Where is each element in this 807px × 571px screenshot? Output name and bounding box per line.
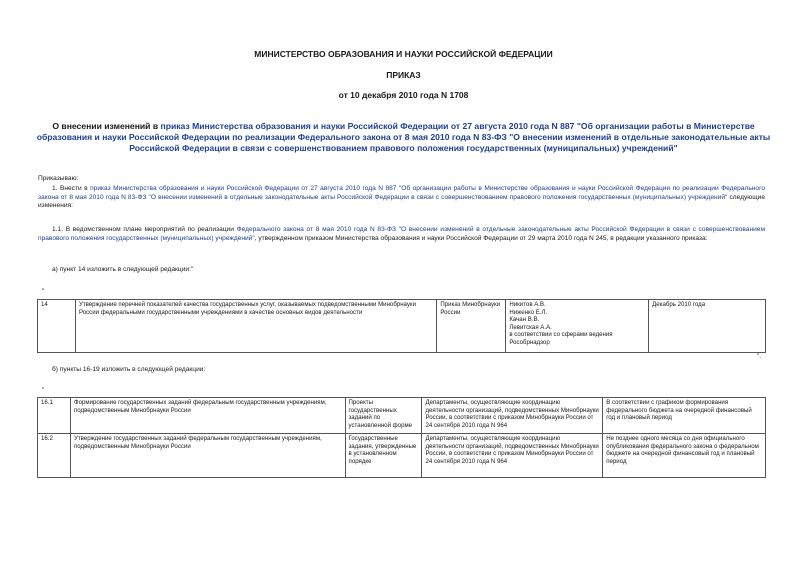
responsible-line: Никитов А.В. bbox=[509, 301, 546, 308]
p11-end: , утвержденном приказом Министерства образования и науки Российской Федерации от 29 марта 2010 года N 245, в редакции указанного приказа: bbox=[254, 234, 708, 242]
table-row bbox=[38, 300, 766, 353]
table-items-16-19 bbox=[37, 397, 766, 478]
doc-type: ПРИКАЗ bbox=[386, 70, 421, 80]
title-link-order-887[interactable]: приказ Министерства образования и науки Российской Федерации от 27 августа 2010 года N 887 "Об организации работы в Министерстве образования и науки Российской Федерации по реализации Федерального закона от 8 мая 2010 года N 83-ФЗ "О внесении изменений в отдельные законодательные акты Российской Федерации в связи с совершенствованием правового положения государственных (муниципальных) учреждений" bbox=[36, 121, 771, 153]
title-prefix: О внесении изменений в bbox=[52, 121, 161, 131]
p11-start: 1.1. В ведомственном плане мероприятий по реализации bbox=[52, 226, 237, 233]
cell-deadline: В соответствии с графиком формирования федерального бюджета на очередной финансовый год и плановый период bbox=[603, 398, 766, 434]
table-row bbox=[38, 434, 766, 478]
cell-num: 16.1 bbox=[38, 398, 71, 434]
paragraph-a: а) пункт 14 изложить в следующей редакции:" bbox=[52, 266, 194, 273]
cell-task: Утверждение государственных заданий федеральным государственным учреждениям, подведомственным Минобрнауки России bbox=[70, 434, 345, 478]
cell-form: Проекты государственных заданий по установленной форме bbox=[345, 398, 422, 434]
responsible-line: Рособрнадзор bbox=[509, 338, 550, 346]
cell-deadline: Не позднее одного месяца со дня официального опубликования федерального закона о федеральном бюджете на очередной финансовый год и плановый период bbox=[603, 434, 766, 478]
responsible-line: в соответствии со сферами ведения bbox=[509, 331, 613, 339]
cell-form: Приказ Минобрнауки России bbox=[437, 300, 506, 353]
table-row bbox=[38, 398, 766, 434]
order-date-number: от 10 декабря 2010 года N 1708 bbox=[338, 90, 469, 100]
cell-responsible bbox=[506, 300, 649, 353]
cell-deadline: Декабрь 2010 года bbox=[649, 300, 766, 353]
quote-open: " bbox=[42, 288, 45, 295]
p11-link-law-83fz[interactable]: Федерального закона от 8 мая 2010 года N 83-ФЗ "О внесении изменений в отдельные законодательные акты Российской Федерации в связи с совершенствованием правового положения государственных (муниципальных) учреждений" bbox=[38, 226, 765, 242]
paragraph-b: б) пункты 16-19 изложить в следующей редакции: bbox=[52, 366, 206, 373]
quote-close: ". bbox=[757, 353, 762, 360]
paragraph-1 bbox=[38, 185, 765, 211]
order-word: Приказываю: bbox=[38, 175, 79, 182]
cell-responsible: Департаменты, осуществляющие координацию деятельности организаций, подведомственных Минобрнауки России, в соответствии с приказом Минобрнауки России от 24 сентября 2010 года N 964 bbox=[422, 398, 603, 434]
responsible-line: Ниженко Е.Л. bbox=[509, 308, 548, 316]
cell-num: 14 bbox=[38, 300, 76, 353]
order-title bbox=[30, 121, 777, 154]
responsible-line: Левитская А.А. bbox=[509, 323, 552, 331]
responsible-line: Качан В.В. bbox=[509, 316, 540, 324]
cell-task: Формирование государственных заданий федеральным государственным учреждениям, подведомственным Минобрнауки России bbox=[70, 398, 345, 434]
quote-open-2: " bbox=[42, 387, 45, 394]
p1-end: следующие изменения: bbox=[38, 193, 765, 210]
paragraph-1-1 bbox=[38, 226, 765, 243]
ministry-name: МИНИСТЕРСТВО ОБРАЗОВАНИЯ И НАУКИ РОССИЙСКОЙ ФЕДЕРАЦИИ bbox=[254, 49, 553, 59]
p1-start: 1. Внести в bbox=[52, 185, 91, 192]
cell-task: Утверждение перечней показателей качества государственных услуг, оказываемых подведомственными Минобрнауки России федеральными государственными учреждениями в качестве основных видов деятельности bbox=[75, 300, 436, 353]
cell-form: Государственные задания, утвержденные в установленном порядке bbox=[345, 434, 422, 478]
table-item-14 bbox=[37, 299, 766, 353]
cell-num: 16.2 bbox=[38, 434, 71, 478]
p1-link-order-887[interactable]: приказ Министерства образования и науки Российской Федерации от 27 августа 2010 года N 887 "Об организации работы в Министерстве образования и науки Российской Федерации по реализации Федерального закона от 8 мая 2010 года N 83-ФЗ "О внесении изменений в отдельные законодательные акты Российской Федерации в связи с совершенствованием правового положения государственных (муниципальных) учреждений" bbox=[38, 185, 765, 201]
cell-responsible: Департаменты, осуществляющие координацию деятельности организаций, подведомственных Минобрнауки России, в соответствии с приказом Минобрнауки России от 24 сентября 2010 года N 964 bbox=[422, 434, 603, 478]
